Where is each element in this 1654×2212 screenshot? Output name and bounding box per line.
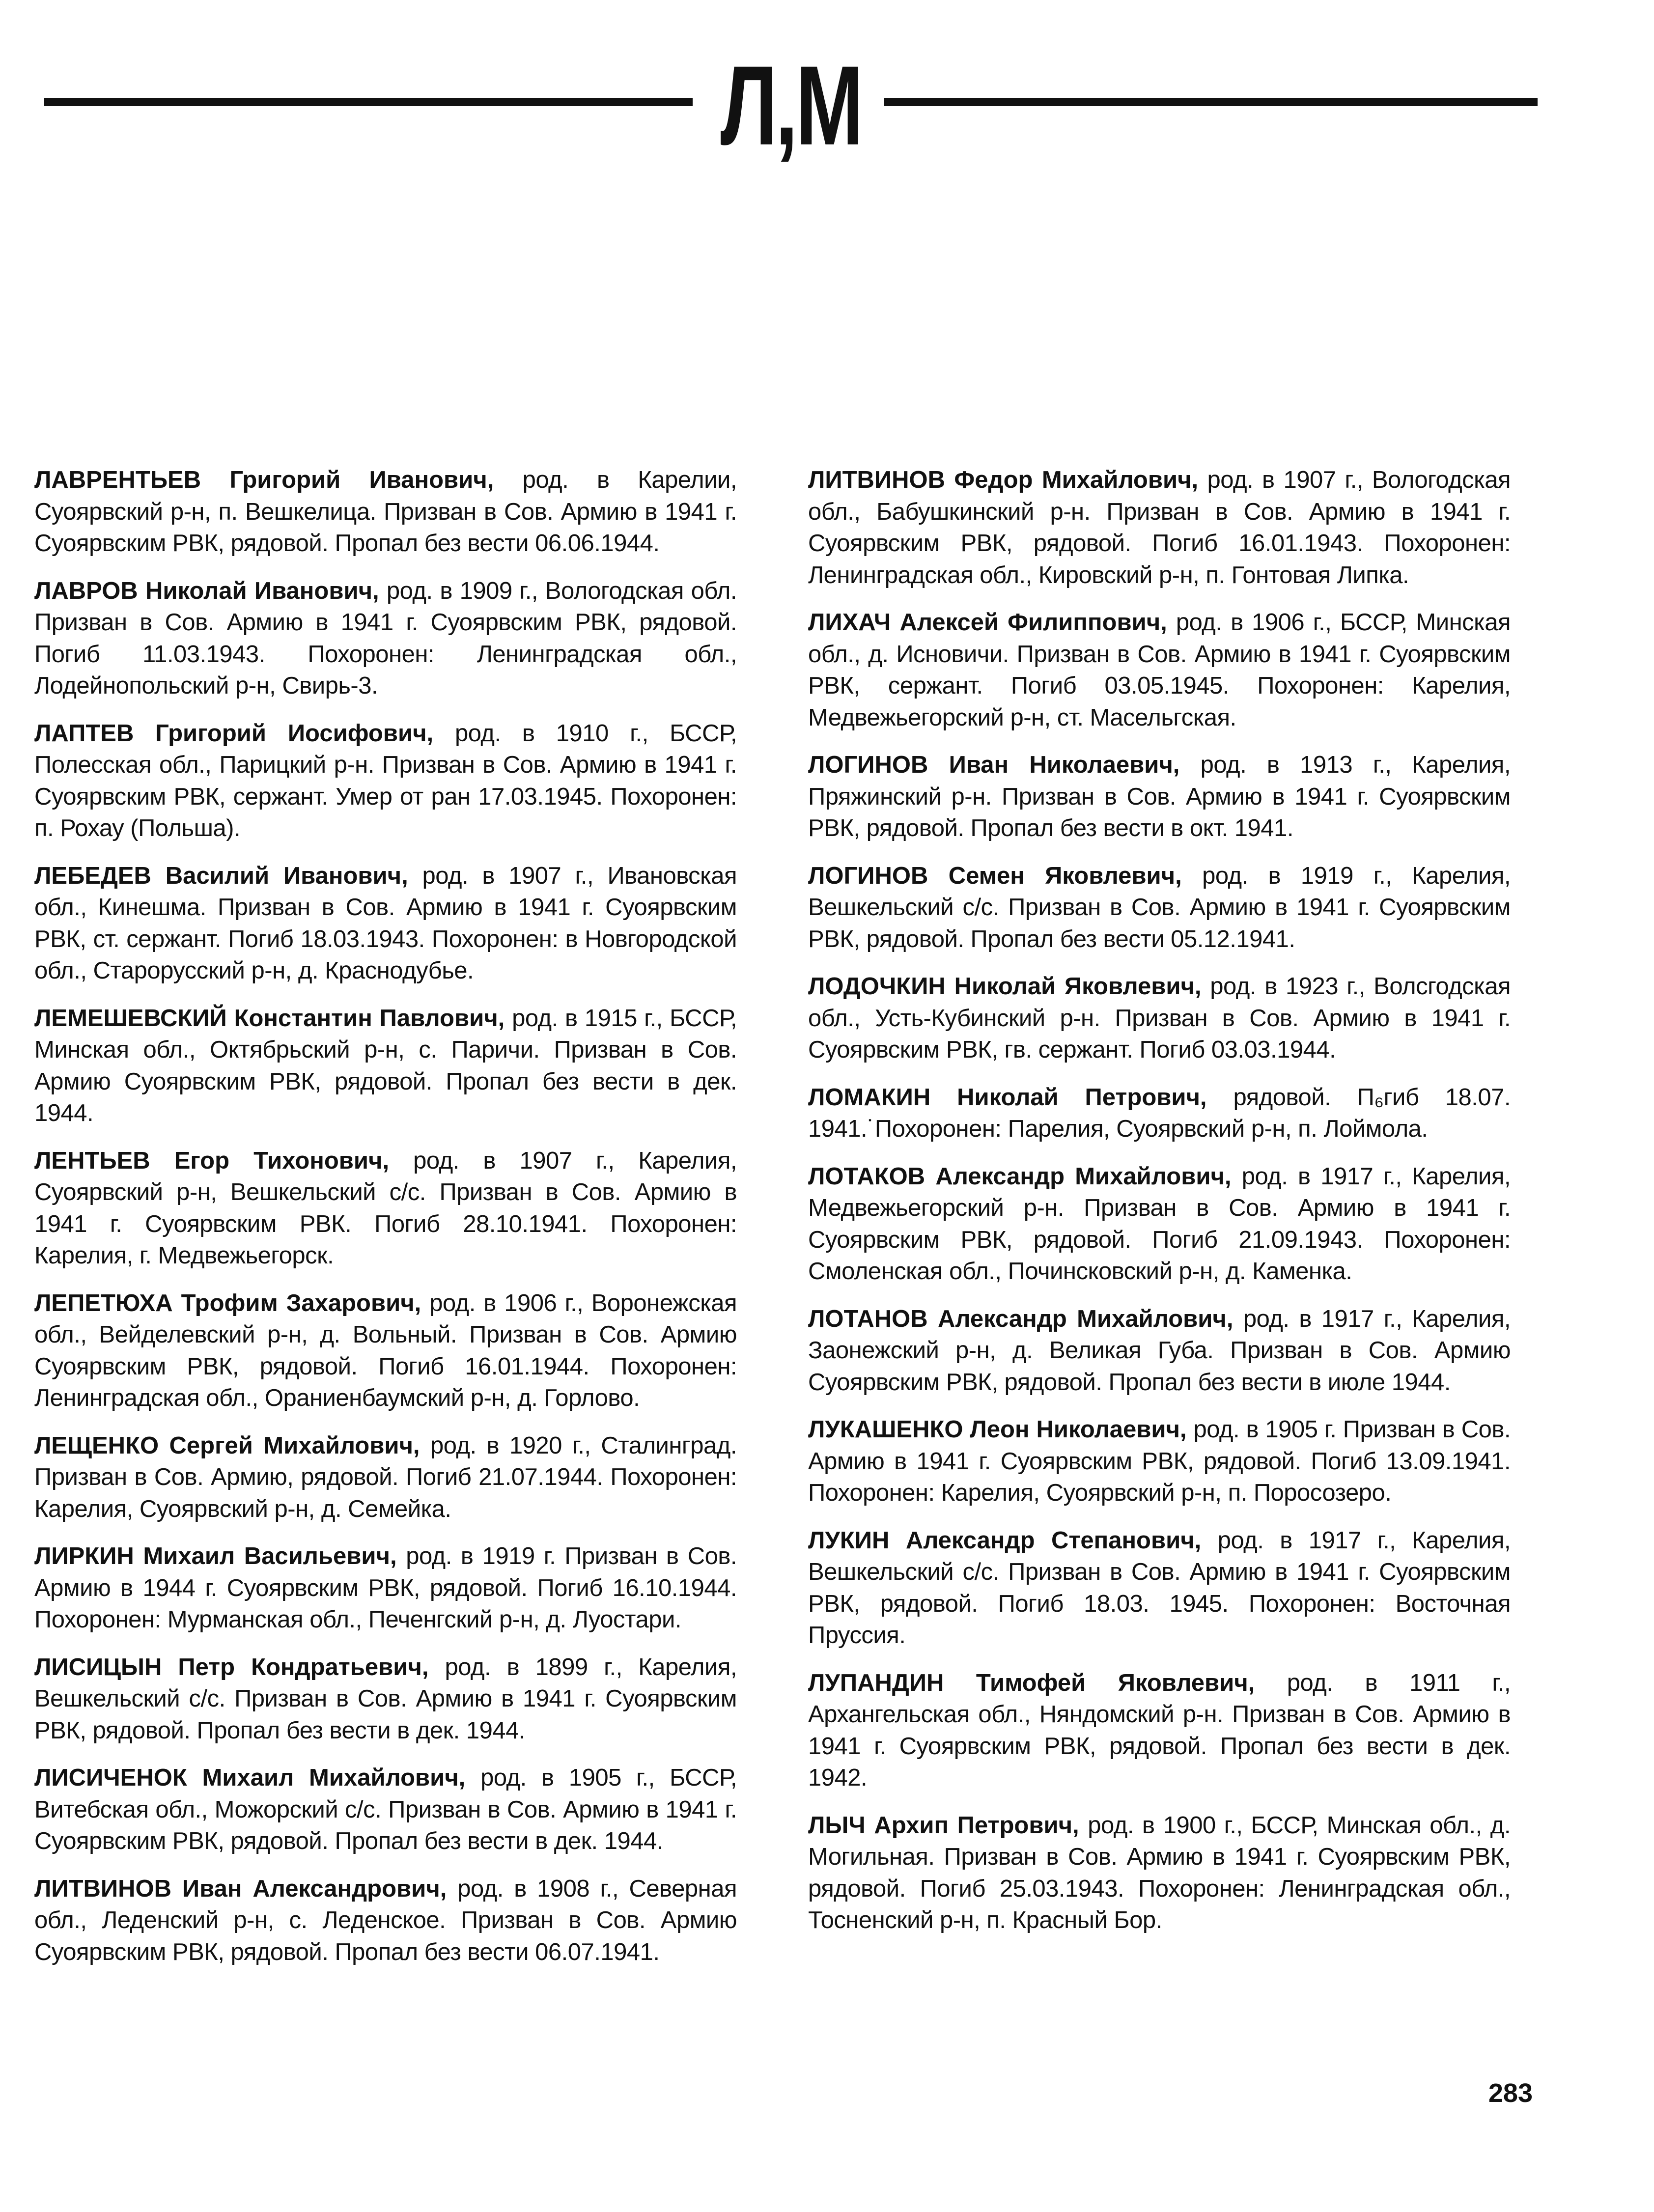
entry-details: род. в 1899 г., Карелия, Вешкельский с/с. Призван в Сов. Армию в 1941 г. Суоярвским РВК, рядовой. Пропал без вести в дек. 1944.: [34, 1653, 737, 1744]
entry-details: род. в 1909 г., Вологодская обл. Призван в Сов. Армию в 1941 г. Суоярвским РВК, рядовой. Погиб 11.03.1943. Похоронен: Ленинградская обл., Лодейнопольский р-н, Свирь-3.: [34, 577, 737, 699]
entry-details: род. в 1919 г., Карелия, Вешкельский с/с. Призван в Сов. Армию в 1941 г. Суоярвским РВК, рядовой. Пропал без вести 05.12.1941.: [808, 862, 1511, 952]
memorial-entry: [808, 971, 1511, 1066]
memorial-entry: [34, 1540, 737, 1636]
entry-details: род. в 1907 г., Вологодская обл., Бабушкинский р-н. Призван в Сов. Армию в 1941 г. Суоярвским РВК, рядовой. Погиб 16.01.1943. Похоронен: Ленинградская обл., Кировский р-н, п. Гонтовая Липка.: [808, 467, 1511, 588]
entry-given-names: Трофим Захарович,: [181, 1289, 421, 1316]
memorial-entry: [808, 1161, 1511, 1288]
memorial-entry: [808, 860, 1511, 955]
entry-surname: ЛОДОЧКИН: [808, 973, 946, 1000]
entry-surname: ЛЕБЕДЕВ: [34, 862, 151, 889]
entry-details: род. в 1907 г., Ивановская обл., Кинешма. Призван в Сов. Армию в 1941 г. Суоярвским РВК, ст. сержант. Погиб 18.03.1943. Похоронен: в Новгородской обл., Старорусский р-н, д. Краснодубье.: [34, 862, 737, 984]
section-letters: Л,М: [720, 42, 862, 168]
memorial-entry: [34, 1145, 737, 1272]
entry-given-names: Александр Михайлович,: [938, 1305, 1233, 1332]
left-column: [34, 464, 737, 1984]
memorial-entry: [808, 749, 1511, 844]
entry-surname: ЛОГИНОВ: [808, 752, 928, 778]
section-header: [44, 42, 1538, 168]
entry-details: род. в 1906 г., БССР, Минская обл., д. Исновичи. Призван в Сов. Армию в 1941 г. Суоярвским РВК, сержант. Погиб 03.05.1945. Похоронен: Карелия, Медвежьегорский р-н, ст. Масельгская.: [808, 609, 1511, 731]
header-rule-right: [884, 98, 1538, 106]
entry-details: род. в 1920 г., Сталинград. Призван в Сов. Армию, рядовой. Погиб 21.07.1944. Похоронен: Карелия, Суоярвский р-н, д. Семейка.: [34, 1432, 737, 1522]
memorial-entry: [808, 1303, 1511, 1399]
entry-details: род. в 1923 г., Волсгодская обл., Усть-Кубинский р-н. Призван в Сов. Армию в 1941 г. Суоярвским РВК, гв. сержант. Погиб 03.03.1944.: [808, 973, 1511, 1063]
entry-details: род. в 1907 г., Карелия, Суоярвский р-н, Вешкельский с/с. Призван в Сов. Армию в 1941 г. Суоярвским РВК. Погиб 28.10.1941. Похоронен: Карелия, г. Медвежьегорск.: [34, 1147, 737, 1269]
entry-details: род. в 1908 г., Северная обл., Леденский р-н, с. Леденское. Призван в Сов. Армию Суоярвским РВК, рядовой. Пропал без вести 06.07.1941.: [34, 1875, 737, 1965]
entry-given-names: Петр Кондратьевич,: [178, 1653, 429, 1680]
entry-given-names: Иван Николаевич,: [949, 752, 1180, 778]
entry-surname: ЛАВРЕНТЬЕВ: [34, 467, 201, 493]
memorial-entry: [808, 607, 1511, 733]
memorial-entry: [808, 464, 1511, 591]
header-rule-left: [44, 98, 693, 106]
entry-given-names: Егор Тихонович,: [174, 1147, 390, 1174]
entry-given-names: Федор Михайлович,: [954, 467, 1199, 493]
entry-given-names: Александр Михайлович,: [935, 1163, 1232, 1190]
memorial-entry: [34, 464, 737, 560]
entry-details: род. в 1906 г., Воронежская обл., Вейделевский р-н, д. Вольный. Призван в Сов. Армию Суоярвским РВК, рядовой. Погиб 16.01.1944. Похоронен: Ленинградская обл., Ораниенбаумский р-н, д. Горлово.: [34, 1289, 737, 1411]
entry-given-names: Николай Иванович,: [145, 577, 379, 604]
memorial-entry: [808, 1082, 1511, 1145]
entry-details: род. в 1911 г., Архангельская обл., Няндомский р-н. Призван в Сов. Армию в 1941 г. Суоярвским РВК, рядовой. Пропал без вести в дек. 1942.: [808, 1669, 1511, 1791]
entry-surname: ЛУКАШЕНКО: [808, 1416, 963, 1443]
memorial-entry: [808, 1810, 1511, 1936]
entry-surname: ЛИСИЦЫН: [34, 1653, 162, 1680]
entry-surname: ЛОМАКИН: [808, 1084, 931, 1111]
entry-surname: ЛИТВИНОВ: [34, 1875, 172, 1902]
entry-surname: ЛАВРОВ: [34, 577, 138, 604]
memorial-entry: [34, 860, 737, 987]
entry-given-names: Архип Петрович,: [874, 1812, 1079, 1839]
memorial-entry: [34, 718, 737, 844]
entry-surname: ЛЫЧ: [808, 1812, 866, 1839]
entry-given-names: Александр Степанович,: [905, 1527, 1202, 1554]
entry-given-names: Николай Петрович,: [957, 1084, 1207, 1111]
entry-surname: ЛИРКИН: [34, 1543, 134, 1569]
memorial-entry: [808, 1414, 1511, 1509]
entry-surname: ЛУПАНДИН: [808, 1669, 944, 1696]
entry-given-names: Тимофей Яковлевич,: [976, 1669, 1255, 1696]
entry-surname: ЛОТАКОВ: [808, 1163, 925, 1190]
entry-details: род. в 1917 г., Карелия, Заонежский р-н, д. Великая Губа. Призван в Сов. Армию Суоярвским РВК, рядовой. Пропал без вести в июле 1944.: [808, 1305, 1511, 1396]
entry-details: род. в 1915 г., БССР, Минская обл., Октябрьский р-н, с. Паричи. Призван в Сов. Армию Суоярвским РВК, рядовой. Пропал без вести в дек. 1944.: [34, 1005, 737, 1126]
memorial-entry: [34, 1003, 737, 1129]
entry-details: род. в 1919 г. Призван в Сов. Армию в 1944 г. Суоярвским РВК, рядовой. Погиб 16.10.1944. Похоронен: Мурманская обл., Печенгский р-н, д. Луостари.: [34, 1543, 737, 1633]
entry-surname: ЛОТАНОВ: [808, 1305, 928, 1332]
entry-details: род. в 1900 г., БССР, Минская обл., д. Могильная. Призван в Сов. Армию в 1941 г. Суоярвским РВК, рядовой. Погиб 25.03.1943. Похоронен: Ленинградская обл., Тосненский р-н, п. Красный Бор.: [808, 1812, 1511, 1933]
entry-surname: ЛИСИЧЕНОК: [34, 1764, 187, 1791]
page-number: 283: [1488, 2078, 1533, 2108]
entry-surname: ЛЕНТЬЕВ: [34, 1147, 150, 1174]
entry-details: род. в Карелии, Суоярвский р-н, п. Вешкелица. Призван в Сов. Армию в 1941 г. Суоярвским РВК, рядовой. Пропал без вести 06.06.1944.: [34, 467, 737, 557]
entry-surname: ЛИТВИНОВ: [808, 467, 946, 493]
memorial-entry: [34, 1873, 737, 1968]
memorial-entry: [34, 1430, 737, 1525]
entry-details: род. в 1905 г. Призван в Сов. Армию в 1941 г. Суоярвским РВК, рядовой. Погиб 13.09.1941. Похоронен: Карелия, Суоярвский р-н, п. Поросозеро.: [808, 1416, 1511, 1506]
entry-surname: ЛУКИН: [808, 1527, 890, 1554]
entry-given-names: Алексей Филиппович,: [899, 609, 1167, 636]
memorial-entry: [808, 1667, 1511, 1794]
memorial-entry: [34, 1762, 737, 1857]
entry-details: род. в 1917 г., Карелия, Медвежьегорский р-н. Призван в Сов. Армию в 1941 г. Суоярвским РВК, рядовой. Погиб 21.09.1943. Похоронен: Смоленская обл., Починсковский р-н, д. Каменка.: [808, 1163, 1511, 1285]
entry-surname: ЛЕЩЕНКО: [34, 1432, 159, 1459]
entry-details: рядовой. П₆гиб 18.07. 1941.˙Похоронен: Парелия, Суоярвский р-н, п. Лоймола.: [808, 1084, 1511, 1142]
memorial-entry: [34, 1288, 737, 1414]
memorial-entry: [34, 1652, 737, 1747]
entry-given-names: Михаил Михайлович,: [202, 1764, 466, 1791]
entry-details: род. в 1910 г., БССР, Полесская обл., Парицкий р-н. Призван в Сов. Армию в 1941 г. Суоярвским РВК, сержант. Умер от ран 17.03.1945. Похоронен: п. Рохау (Польша).: [34, 720, 737, 841]
entry-given-names: Сергей Михайлович,: [169, 1432, 420, 1459]
entry-details: род. в 1905 г., БССР, Витебская обл., Можорский с/с. Призван в Сов. Армию в 1941 г. Суоярвским РВК, рядовой. Пропал без вести в дек. 1944.: [34, 1764, 737, 1854]
entry-surname: ЛЕМЕШЕВСКИЙ: [34, 1005, 227, 1032]
right-column: [808, 464, 1511, 1952]
entry-given-names: Михаил Васильевич,: [143, 1543, 397, 1569]
entry-given-names: Григорий Иосифович,: [155, 720, 434, 747]
entry-surname: ЛИХАЧ: [808, 609, 891, 636]
entry-given-names: Леон Николаевич,: [970, 1416, 1187, 1443]
entry-surname: ЛОГИНОВ: [808, 862, 928, 889]
entry-given-names: Иван Александрович,: [182, 1875, 447, 1902]
entry-given-names: Василий Иванович,: [165, 862, 408, 889]
memorial-entry: [808, 1525, 1511, 1652]
entry-given-names: Семен Яковлевич,: [948, 862, 1182, 889]
entry-details: род. в 1913 г., Карелия, Пряжинский р-н. Призван в Сов. Армию в 1941 г. Суоярвским РВК, рядовой. Пропал без вести в окт. 1941.: [808, 752, 1511, 841]
memorial-entry: [34, 575, 737, 702]
entry-given-names: Николай Яковлевич,: [954, 973, 1202, 1000]
entry-given-names: Константин Павлович,: [234, 1005, 505, 1032]
entry-surname: ЛЕПЕТЮХА: [34, 1289, 173, 1316]
entry-given-names: Григорий Иванович,: [229, 467, 494, 493]
entry-details: род. в 1917 г., Карелия, Вешкельский с/с. Призван в Сов. Армию в 1941 г. Суоярвским РВК, рядовой. Погиб 18.03. 1945. Похоронен: Восточная Пруссия.: [808, 1527, 1511, 1649]
entry-surname: ЛАПТЕВ: [34, 720, 134, 747]
